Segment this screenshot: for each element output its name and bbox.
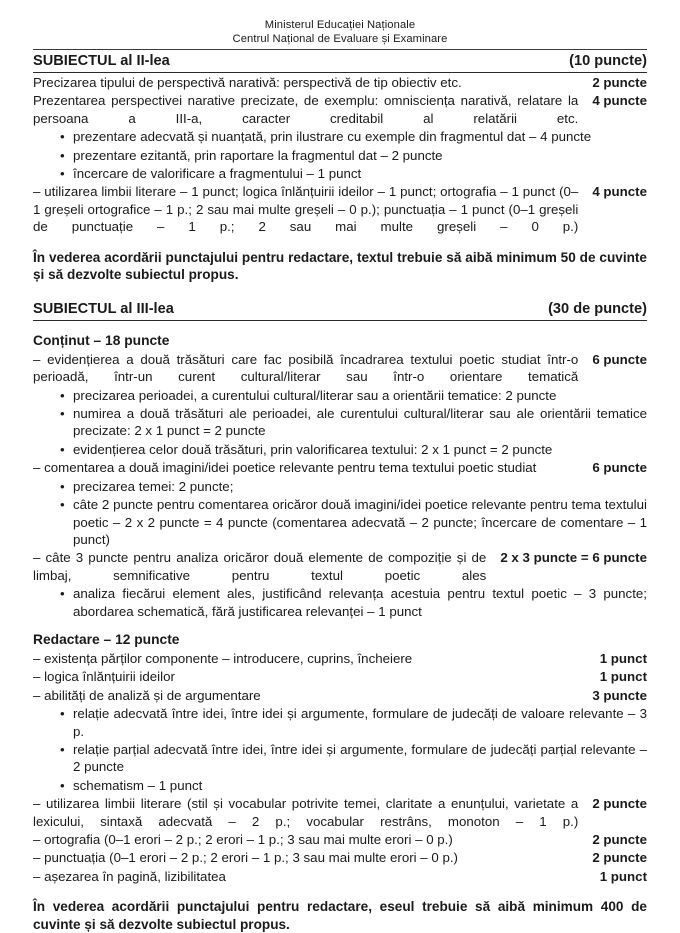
bullet-icon: • (60, 741, 65, 757)
list-item (33, 441, 647, 458)
bullet-icon: • (60, 497, 65, 513)
list-item-text: analiza fiecărui element ales, justificând relevanța acestuia pentru textul poetic – 3 puncte; abordarea schematică, fără justificarea relevanței – 1 punct (73, 586, 647, 619)
redactare-text: – utilizarea limbii literare – 1 punct; logica înlănțuirii ideilor – 1 punct; ortografia – 1 punct (0–1 greșeli ortografice – 1 p.; 2 sau mai multe greșeli – 0 p.); punctuația – 1 punct (0–1 greșeli de punctuație – 1 p.; 2 sau mai multe greșeli – 0 p.) (33, 184, 579, 235)
criterion-row (33, 795, 647, 830)
criterion-points: 3 puncte (592, 687, 647, 703)
list-item-text: evidențierea celor două trăsături, prin valorificarea textului: 2 x 1 punct = 2 puncte (73, 441, 553, 457)
continut-points: 18 puncte (105, 332, 170, 348)
criterion-row (33, 668, 647, 685)
list-item (33, 585, 647, 620)
criterion-text: – existența părților componente – introducere, cuprins, încheiere (33, 650, 413, 666)
redactare-row (33, 183, 647, 235)
redactare-points: 4 puncte (592, 184, 647, 200)
list-item (33, 777, 647, 794)
list-item (33, 478, 647, 495)
bullet-icon: • (60, 129, 65, 145)
criterion-text: – punctuația (0–1 erori – 2 p.; 2 erori – 1 p.; 3 sau mai multe erori – 0 p.) (33, 850, 458, 866)
list-item (33, 387, 647, 404)
criterion-text: – abilități de analiză și de argumentare (33, 687, 261, 703)
continut-label: Conținut – (33, 332, 106, 348)
list-item (33, 496, 647, 548)
center-line: Centrul Național de Evaluare și Examinare (232, 33, 448, 45)
section-title: SUBIECTUL al II-lea (33, 53, 170, 69)
institution-header (33, 18, 647, 46)
criterion-points: 2 puncte (592, 796, 647, 812)
continut-heading (33, 332, 647, 350)
minimum-words-note: În vederea acordării punctajului pentru redactare, eseul trebuie să aibă minimum 400 de cuvinte și să dezvolte subiectul propus. (33, 899, 647, 932)
minimum-words-note: În vederea acordării punctajului pentru redactare, textul trebuie să aibă minimum 50 de cuvinte și să dezvolte subiectul propus. (33, 249, 647, 283)
section-title: SUBIECTUL al III-lea (33, 300, 174, 317)
criterion-points: 6 puncte (592, 460, 647, 476)
criterion-row (33, 351, 647, 386)
section-points: (30 de puncte) (548, 300, 647, 317)
list-item-text: relație parțial adecvată între idei, între idei și argumente, formulare de judecăți parțial relevante – 2 puncte (73, 741, 647, 775)
redactare-points: 12 puncte (115, 631, 180, 647)
section-heading-subject-2 (33, 52, 647, 73)
criterion-text: – ortografia (0–1 erori – 2 p.; 2 erori – 1 p.; 3 sau mai multe erori – 0 p.) (33, 832, 453, 847)
criterion-text: Precizarea tipului de perspectivă narativă: perspectivă de tip obiectiv etc. (33, 75, 462, 90)
bullet-icon: • (60, 406, 65, 422)
header-divider (33, 49, 647, 50)
criterion-points: 1 punct (599, 669, 647, 685)
list-item-text: încercare de valorificare a fragmentului – 1 punct (73, 166, 362, 182)
criterion-points: 1 punct (599, 868, 647, 884)
bullet-icon: • (60, 478, 65, 494)
criterion-row (33, 459, 647, 476)
bullet-icon: • (60, 441, 65, 457)
criterion-points: 6 puncte (592, 351, 647, 367)
criterion-row (33, 74, 647, 91)
criterion-text: – câte 3 puncte pentru analiza oricăror două elemente de compoziție și de limbaj, semnificative pentru textul poetic ales (33, 550, 487, 583)
criterion-text: – așezarea în pagină, lizibilitatea (33, 868, 226, 884)
redactare-label: Redactare – (33, 631, 116, 647)
list-item (33, 405, 647, 440)
ministry-line: Ministerul Educației Naționale (264, 19, 416, 31)
criterion-text: – comentarea a două imagini/idei poetice relevante pentru tema textului poetic studiat (33, 460, 537, 476)
criterion-text: Prezentarea perspectivei narative precizate, de exemplu: omnisciența narativă, relatare la persoana a III-a, caracter creditabil al relatării etc. (33, 93, 579, 126)
list-item-text: prezentare ezitantă, prin raportare la fragmentul dat – 2 puncte (73, 147, 443, 163)
list-item-text: relație adecvată între idei, între idei și argumente, formulare de judecăți de valoare relevante – 3 p. (73, 706, 647, 739)
criterion-row (33, 849, 647, 866)
list-item-text: schematism – 1 punct (73, 777, 203, 793)
criterion-row (33, 831, 647, 848)
bullet-icon: • (60, 777, 65, 793)
list-item-text: prezentare adecvată și nuanțată, prin ilustrare cu exemple din fragmentul dat – 4 puncte (73, 129, 592, 145)
criterion-points: 2 x 3 puncte = 6 puncte (500, 550, 647, 566)
section-points: (10 puncte) (569, 53, 647, 69)
bullet-icon: • (60, 387, 65, 403)
criterion-text: – utilizarea limbii literare (stil și vocabular potrivite temei, claritate a enunțului, varietate a lexicului, sintaxă adecvată – 2 p.; vocabular restrâns, monoton – 1 p.) (33, 796, 579, 829)
list-item-text: precizarea perioadei, a curentului cultural/literar sau a orientării tematice: 2 puncte (73, 387, 557, 403)
criterion-row (33, 92, 647, 127)
criterion-points: 2 puncte (592, 75, 647, 90)
criterion-points: 1 punct (599, 650, 647, 666)
list-item (33, 741, 647, 776)
criterion-row (33, 868, 647, 885)
list-item-text: precizarea temei: 2 puncte; (73, 478, 234, 494)
list-item-text: numirea a două trăsături ale perioadei, ale curentului cultural/literar sau ale orientării tematice precizate: 2 x 1 punct = 2 puncte (73, 406, 647, 439)
redactare-heading (33, 631, 647, 649)
criterion-row (33, 687, 647, 704)
criterion-text: – evidențierea a două trăsături care fac posibilă încadrarea textului poetic studiat într-o perioadă, într-un curent cultural/literar sau într-o orientare tematică (33, 351, 579, 385)
criterion-row (33, 650, 647, 667)
list-item (33, 128, 647, 145)
bullet-icon: • (60, 586, 65, 602)
bullet-icon: • (60, 147, 65, 163)
bullet-icon: • (60, 166, 65, 182)
criterion-row (33, 549, 647, 584)
criterion-text: – logica înlănțuirii ideilor (33, 669, 175, 685)
section-heading-subject-3 (33, 300, 647, 321)
list-item-text: câte 2 puncte pentru comentarea oricăror două imagini/idei poetice relevante pentru tema textului poetic – 2 x 2 puncte = 4 puncte (comentarea adecvată – 2 puncte; încercare de comentare – 1 punct) (73, 497, 647, 547)
list-item (33, 705, 647, 740)
list-item (33, 147, 647, 164)
section-gap (33, 284, 647, 298)
criterion-points: 2 puncte (592, 850, 647, 866)
criterion-points: 2 puncte (592, 832, 647, 847)
criterion-points: 4 puncte (592, 93, 647, 109)
bullet-icon: • (60, 706, 65, 722)
list-item (33, 165, 647, 182)
